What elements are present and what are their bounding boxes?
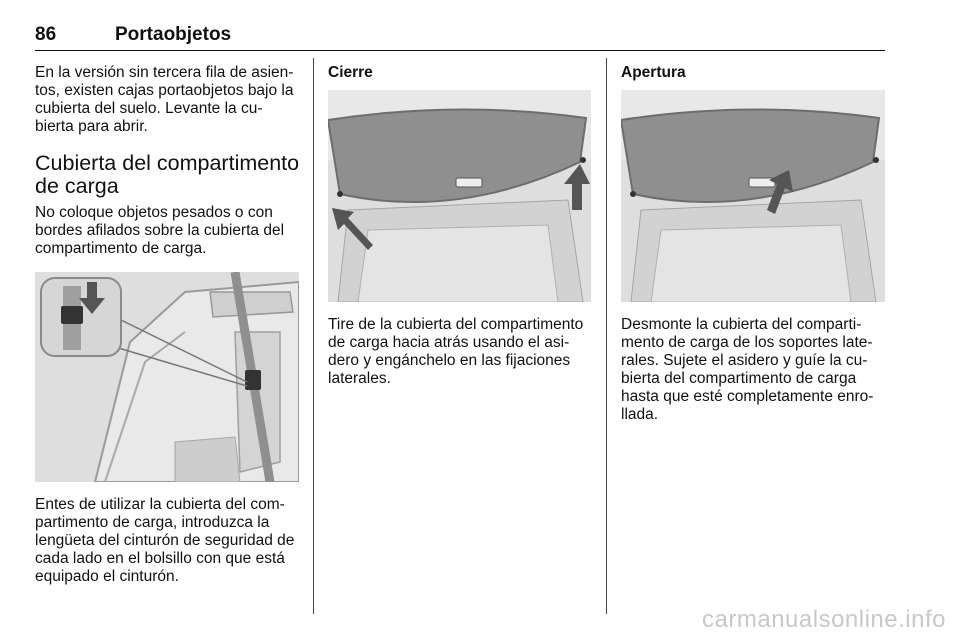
column-1 [35, 64, 303, 586]
opening-heading: Apertura [621, 64, 686, 81]
cover-closing-illustration [328, 90, 591, 302]
closing-paragraph: Tire de la cubierta del compartimento de carga hacia atrás usando el asi- dero y engánchelo en las fijaciones laterales. [328, 316, 584, 387]
cargo-cover-heading: Cubierta del compartimento de carga [35, 151, 300, 198]
warning-paragraph: No coloque objetos pesados o con bordes afilados sobre la cubierta del compartimento de carga. [35, 204, 285, 257]
closing-heading: Cierre [328, 64, 373, 81]
watermark: carmanualsonline.info [702, 606, 946, 633]
opening-paragraph: Desmonte la cubierta del comparti- mento de carga de los soportes late- rales. Sujete el asidero y guíe la cu- bierta del compartimento de carga hasta que esté completamente enro- llada. [621, 316, 874, 423]
seatbelt-illustration [35, 272, 299, 482]
column-divider-1 [313, 58, 314, 614]
page-header [35, 24, 885, 51]
page-number: 86 [35, 24, 57, 45]
section-title: Portaobjetos [115, 24, 232, 45]
intro-paragraph: En la versión sin tercera fila de asien- tos, existen cajas portaobjetos bajo la cubierta del suelo. Levante la cu- bierta para abrir. [35, 64, 294, 135]
seatbelt-caption: Entes de utilizar la cubierta del com- partimento de carga, introduzca la lengüeta del cinturón de seguridad de cada lado en el bolsillo con que está equipado el cinturón. [35, 496, 295, 585]
column-2 [328, 64, 596, 388]
column-3 [621, 64, 889, 424]
column-divider-2 [606, 58, 607, 614]
cover-opening-illustration [621, 90, 885, 302]
